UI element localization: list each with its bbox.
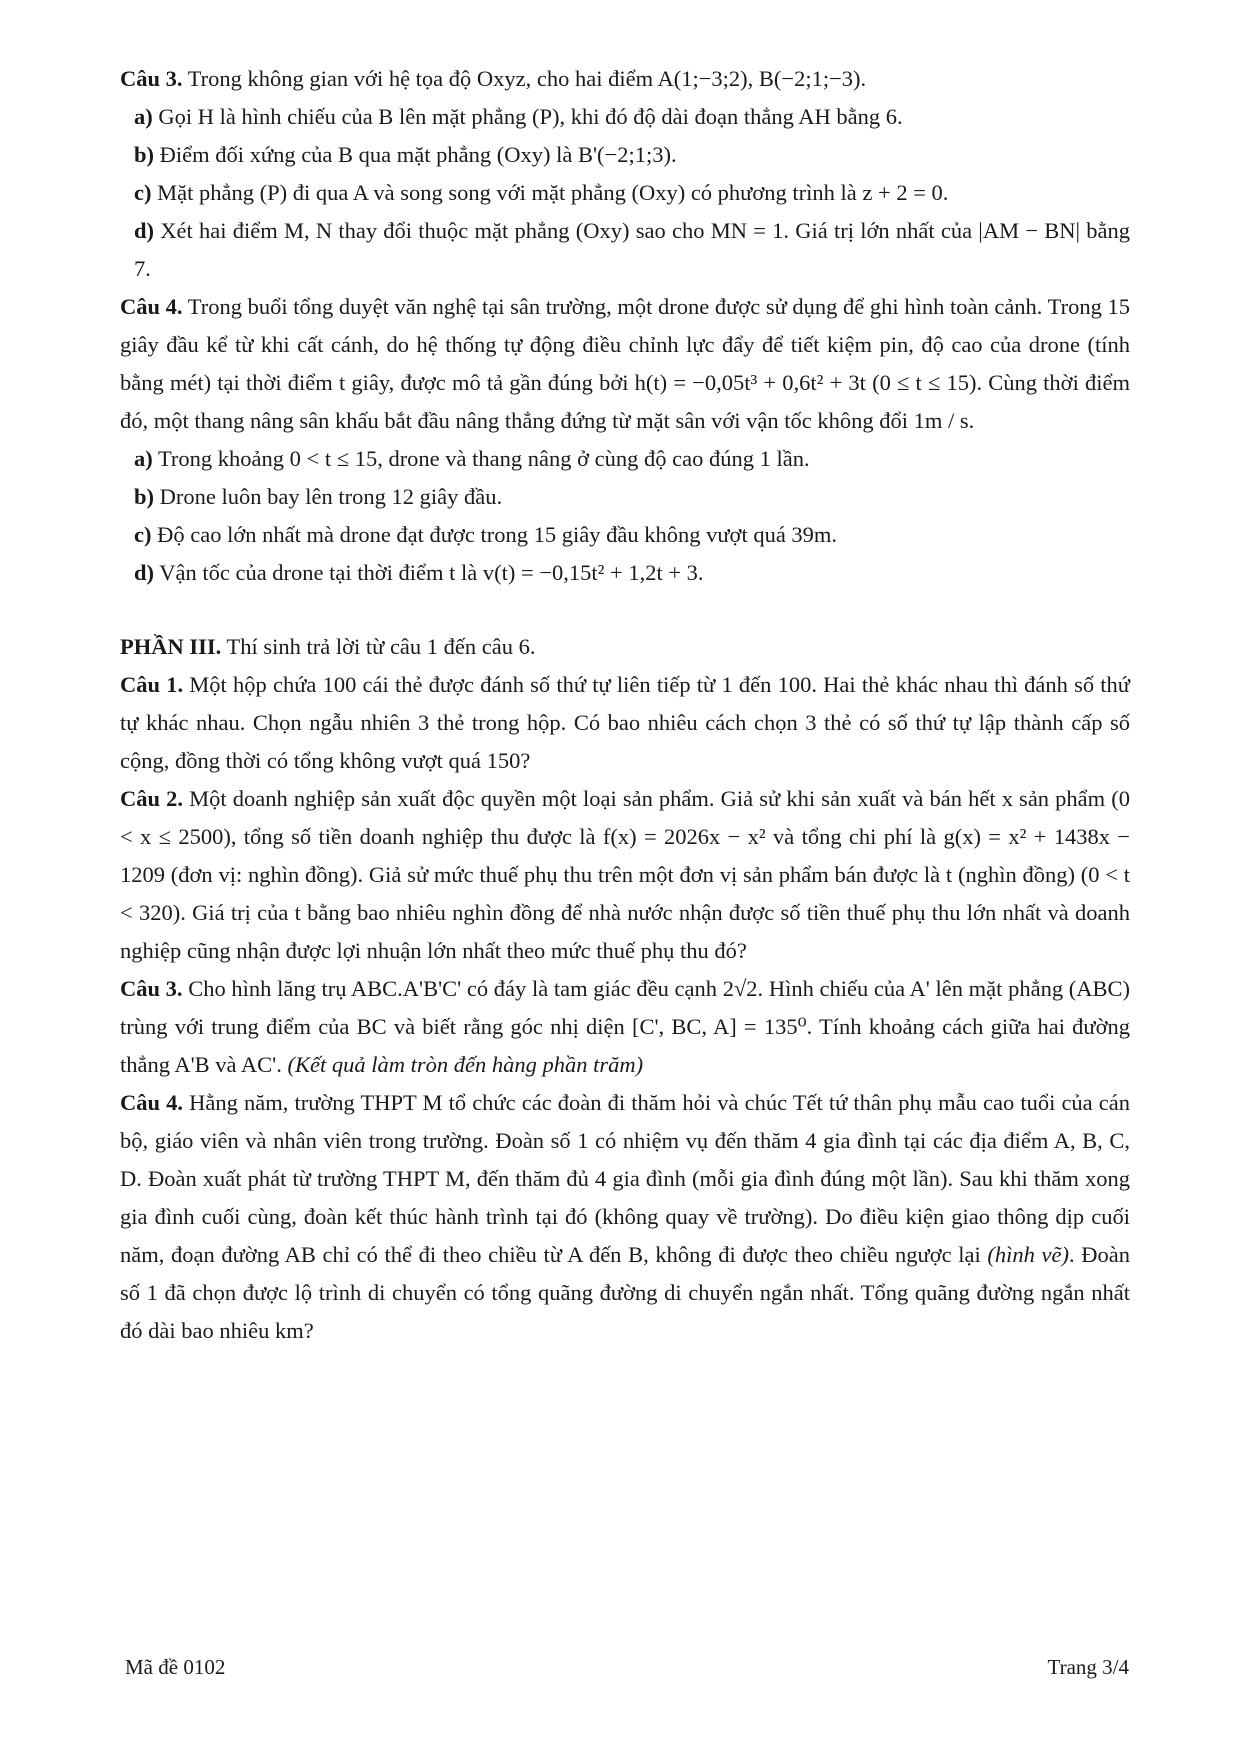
question-3-option-d: d) Xét hai điểm M, N thay đổi thuộc mặt phẳng (Oxy) sao cho MN = 1. Giá trị lớn nhất của |AM − BN| bằng 7. xyxy=(134,218,1130,281)
part-3-question-4: Câu 4. Hằng năm, trường THPT M tổ chức các đoàn đi thăm hỏi và chúc Tết tứ thân phụ mẫu cao tuổi của cán bộ, giáo viên và nhân viên trong trường. Đoàn số 1 có nhiệm vụ đến thăm 4 gia đình tại các địa điểm A, B, C, D. Đoàn xuất phát từ trường THPT M, đến thăm đủ 4 gia đình (mỗi gia đình đúng một lần). Sau khi thăm xong gia đình cuối cùng, đoàn kết thúc hành trình tại đó (không quay về trường). Do điều kiện giao thông dịp cuối năm, đoạn đường AB chỉ có thể đi theo chiều từ A đến B, không đi được theo chiều ngược lại (hình vẽ). Đoàn số 1 đã chọn được lộ trình di chuyển có tổng quãng đường di chuyển ngắn nhất. Tổng quãng đường ngắn nhất đó dài bao nhiêu km? xyxy=(120,1090,1130,1343)
page-number: Trang 3/4 xyxy=(1047,1655,1129,1679)
question-4-option-d: d) Vận tốc của drone tại thời điểm t là v(t) = −0,15t² + 1,2t + 3. xyxy=(134,560,704,585)
exam-page xyxy=(120,60,1130,1350)
part-3-question-3: Câu 3. Cho hình lăng trụ ABC.A'B'C' có đáy là tam giác đều cạnh 2√2. Hình chiếu của A' lên mặt phẳng (ABC) trùng với trung điểm của BC và biết rằng góc nhị diện [C', BC, A] = 135⁰. Tính khoảng cách giữa hai đường thẳng A'B và AC'. (Kết quả làm tròn đến hàng phần trăm) xyxy=(120,976,1130,1077)
question-4-option-c: c) Độ cao lớn nhất mà drone đạt được trong 15 giây đầu không vượt quá 39m. xyxy=(134,522,838,547)
question-3-option-c: c) Mặt phẳng (P) đi qua A và song song với mặt phẳng (Oxy) có phương trình là z + 2 = 0. xyxy=(134,180,949,205)
question-3-option-b: b) Điểm đối xứng của B qua mặt phẳng (Oxy) là B'(−2;1;3). xyxy=(134,142,677,167)
section-spacer xyxy=(120,592,1130,628)
question-4-stem: Câu 4. Trong buổi tổng duyệt văn nghệ tại sân trường, một drone được sử dụng để ghi hình toàn cảnh. Trong 15 giây đầu kể từ khi cất cánh, do hệ thống tự động điều chỉnh lực đẩy để tiết kiệm pin, độ cao của drone (tính bằng mét) tại thời điểm t giây, được mô tả gần đúng bởi h(t) = −0,05t³ + 0,6t² + 3t (0 ≤ t ≤ 15). Cùng thời điểm đó, một thang nâng sân khấu bắt đầu nâng thẳng đứng từ mặt sân với vận tốc không đổi 1m / s. xyxy=(120,294,1130,433)
question-label: Câu 3. xyxy=(120,66,183,91)
question-4-option-b: b) Drone luôn bay lên trong 12 giây đầu. xyxy=(134,484,503,509)
question-3-stem: Câu 3. Trong không gian với hệ tọa độ Oxyz, cho hai điểm A(1;−3;2), B(−2;1;−3). xyxy=(120,66,867,91)
question-3-option-a: a) Gọi H là hình chiếu của B lên mặt phẳng (P), khi đó độ dài đoạn thẳng AH bằng 6. xyxy=(134,104,903,129)
part-3-question-1: Câu 1. Một hộp chứa 100 cái thẻ được đánh số thứ tự liên tiếp từ 1 đến 100. Hai thẻ khác nhau thì đánh số thứ tự khác nhau. Chọn ngẫu nhiên 3 thẻ trong hộp. Có bao nhiêu cách chọn 3 thẻ có số thứ tự lập thành cấp số cộng, đồng thời có tổng không vượt quá 150? xyxy=(120,672,1130,773)
question-4-option-a: a) Trong khoảng 0 < t ≤ 15, drone và thang nâng ở cùng độ cao đúng 1 lần. xyxy=(134,446,810,471)
exam-code: Mã đề 0102 xyxy=(125,1655,226,1679)
part-3-question-2: Câu 2. Một doanh nghiệp sản xuất độc quyền một loại sản phẩm. Giả sử khi sản xuất và bán hết x sản phẩm (0 < x ≤ 2500), tổng số tiền doanh nghiệp thu được là f(x) = 2026x − x² và tổng chi phí là g(x) = x² + 1438x − 1209 (đơn vị: nghìn đồng). Giả sử mức thuế phụ thu trên một đơn vị sản phẩm bán được là t (nghìn đồng) (0 < t < 320). Giá trị của t bằng bao nhiêu nghìn đồng để nhà nước nhận được số tiền thuế phụ thu lớn nhất và doanh nghiệp cũng nhận được lợi nhuận lớn nhất theo mức thuế phụ thu đó? xyxy=(120,786,1131,963)
part-3-heading: PHẦN III. Thí sinh trả lời từ câu 1 đến câu 6. xyxy=(120,634,536,659)
question-label: Câu 4. xyxy=(120,294,183,319)
